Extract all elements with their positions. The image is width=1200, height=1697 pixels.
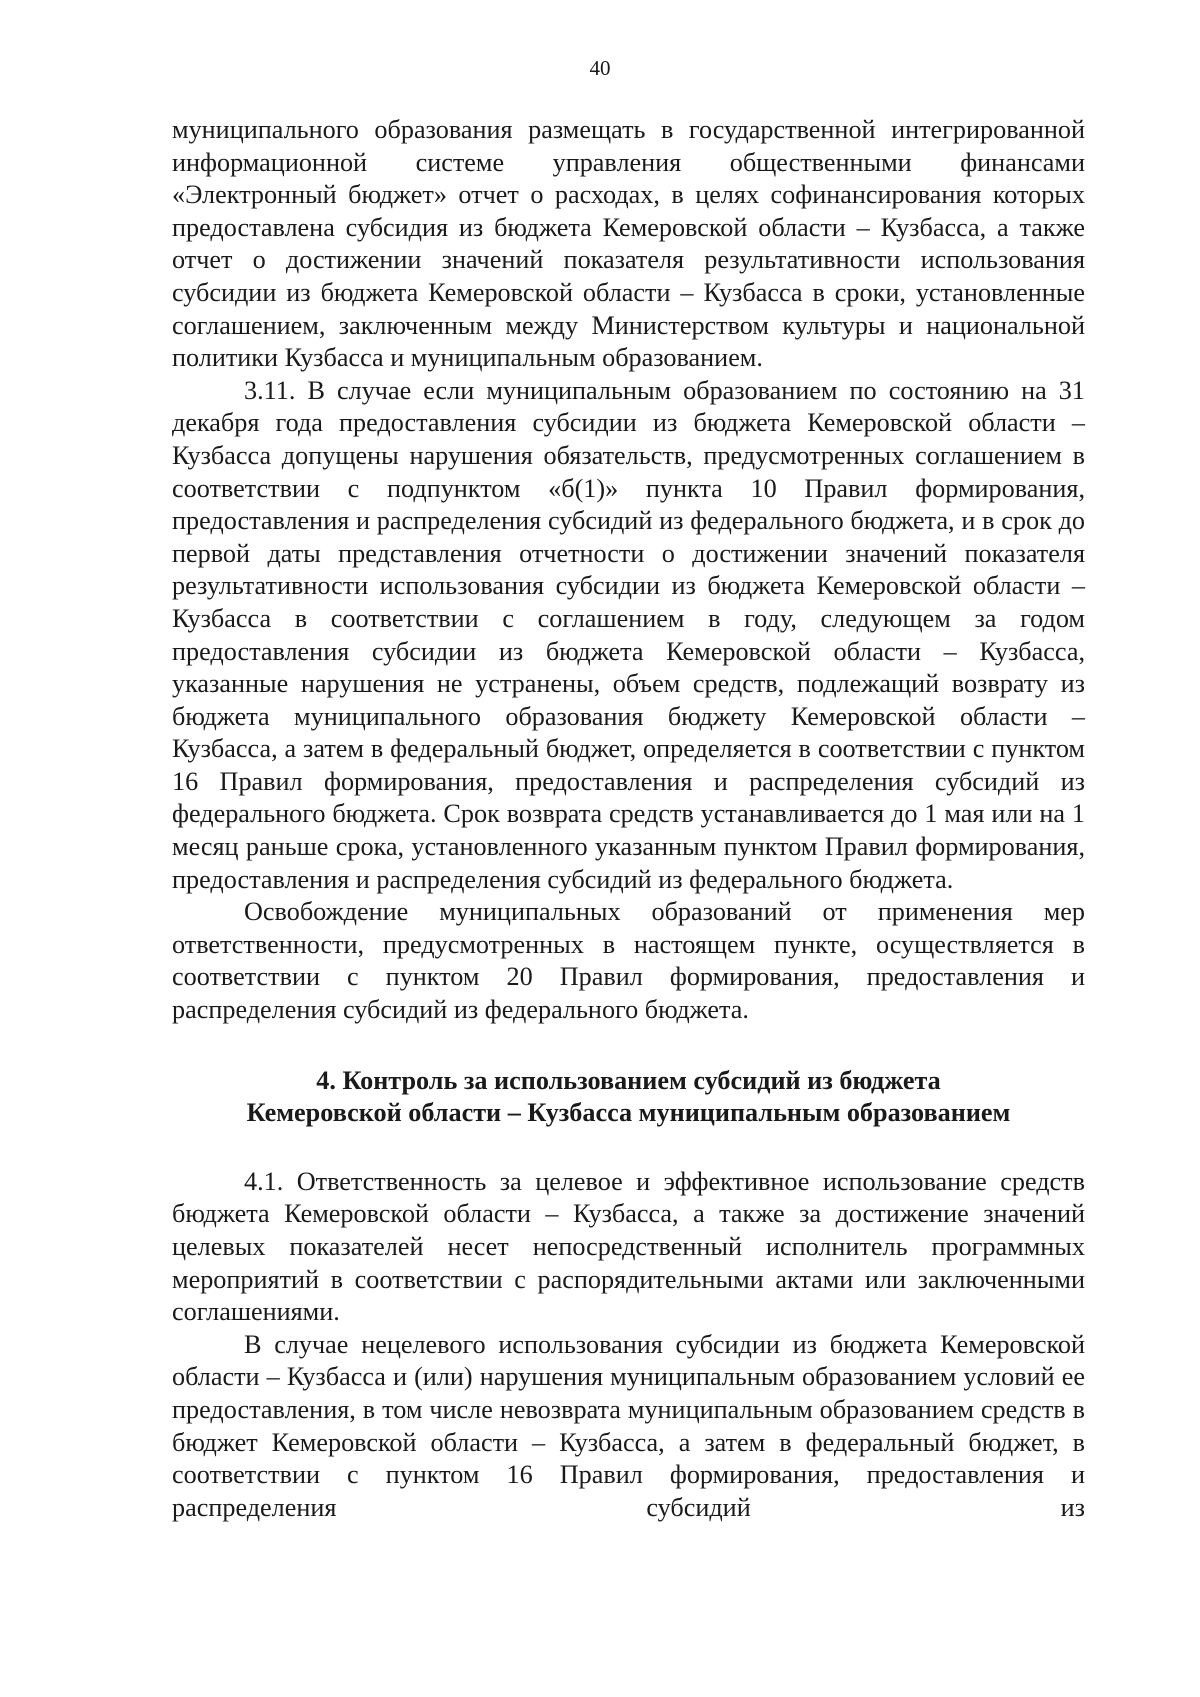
section-heading: [172, 1065, 1085, 1130]
paragraph-misuse: В случае нецелевого использования субсидии из бюджета Кемеровской области – Кузбасса и (или) нарушения муниципальным образованием условий ее предоставления, в том числе невозврата муниципальным образованием средств в бюджет Кемеровской области – Кузбасса, а затем в федеральный бюджет, в соответствии с пунктом 16 Правил формирования, предоставления и распределения субсидий из: [172, 1329, 1085, 1522]
paragraph-continuation: муниципального образования размещать в государственной интегрированной информационной системе управления общественными финансами «Электронный бюджет» отчет о расходах, в целях софинансирования которых предоставлена субсидия из бюджета Кемеровской области – Кузбасса, а также отчет о достижении значений показателя результативности использования субсидии из бюджета Кемеровской области – Кузбасса в сроки, установленные соглашением, заключенным между Министерством культуры и национальной политики Кузбасса и муниципальным образованием.: [172, 115, 1085, 373]
document-body: [172, 114, 1085, 1524]
section-heading-line-1: 4. Контроль за использованием субсидий из бюджета: [316, 1065, 941, 1095]
paragraph-exemption: Освобождение муниципальных образований от применения мер ответственности, предусмотренных в настоящем пункте, осуществляется в соответствии с пунктом 20 Правил формирования, предоставления и распределения субсидий из федерального бюджета.: [172, 897, 1085, 1025]
page-number: 40: [589, 56, 611, 80]
section-heading-line-2: Кемеровской области – Кузбасса муниципальным образованием: [246, 1098, 1011, 1128]
paragraph-4-1: 4.1. Ответственность за целевое и эффективное использование средств бюджета Кемеровской области – Кузбасса, а также за достижение значений целевых показателей несет непосредственный исполнитель программных мероприятий в соответствии с распорядительными актами или заключенными соглашениями.: [172, 1166, 1085, 1327]
paragraph-3-11: 3.11. В случае если муниципальным образованием по состоянию на 31 декабря года предоставления субсидии из бюджета Кемеровской области – Кузбасса допущены нарушения обязательств, предусмотренных соглашением в соответствии с подпунктом «б(1)» пункта 10 Правил формирования, предоставления и распределения субсидий из федерального бюджета, и в срок до первой даты представления отчетности о достижении значений показателя результативности использования субсидии из бюджета Кемеровской области – Кузбасса в соответствии с соглашением в году, следующем за годом предоставления субсидии из бюджета Кемеровской области – Кузбасса, указанные нарушения не устранены, объем средств, подлежащий возврату из бюджета муниципального образования бюджету Кемеровской области – Кузбасса, а затем в федеральный бюджет, определяется в соответствии с пунктом 16 Правил формирования, предоставления и распределения субсидий из федерального бюджета. Срок возврата средств устанавливается до 1 мая или на 1 месяц раньше срока, установленного указанным пунктом Правил формирования, предоставления и распределения субсидий из федерального бюджета.: [172, 375, 1085, 894]
